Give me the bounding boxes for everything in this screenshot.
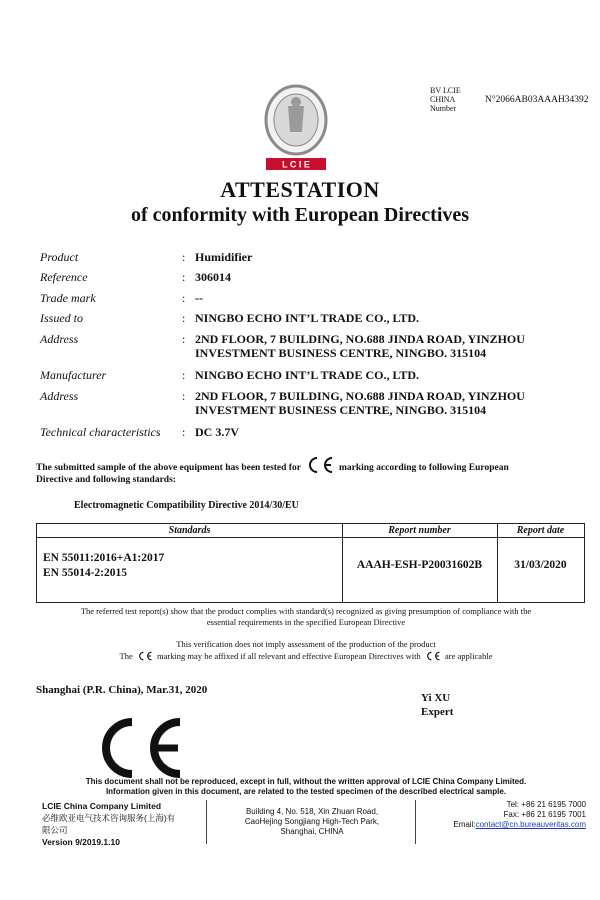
- note-line: The referred test report(s) show that the product complies with standard(s) recognized as giving presumption of compliance with the: [80, 606, 532, 616]
- footer-contact: [420, 800, 586, 830]
- ce-mark-icon: [305, 456, 335, 474]
- directive-name: Electromagnetic Compatibility Directive 2014/30/EU: [74, 500, 299, 511]
- disclaimer-line: Information given in this document, are related to the tested specimen of the described electrical sample.: [105, 787, 507, 796]
- document-title: ATTESTATION: [220, 177, 380, 202]
- phone: Tel: +86 21 6195 7000: [506, 800, 586, 809]
- field-label: Issued to: [40, 311, 83, 325]
- field-value: NINGBO ECHO INT’L TRADE CO., LTD.: [195, 311, 420, 325]
- address-line: Shanghai, CHINA: [280, 827, 344, 836]
- version: Version 9/2019.1.10: [42, 837, 120, 847]
- meta-line: Number: [430, 104, 457, 113]
- disclaimer-line: This document shall not be reproduced, except in full, without the written approval of LCIE China Company Limited.: [85, 777, 527, 786]
- address-line: 2ND FLOOR, 7 BUILDING, NO.688 JINDA ROAD, YINZHOU: [195, 332, 525, 346]
- field-label: Address: [40, 389, 79, 403]
- footer-address: [222, 807, 402, 837]
- meta-line: BV LCIE: [430, 86, 461, 95]
- tested-text: Directive and following standards:: [36, 475, 176, 485]
- standards-table: [36, 523, 585, 603]
- address-line: 2ND FLOOR, 7 BUILDING, NO.688 JINDA ROAD, YINZHOU: [195, 389, 525, 403]
- address-line: INVESTMENT BUSINESS CENTRE, NINGBO. 315104: [195, 403, 487, 417]
- address-line: CaoHejing Songjiang High-Tech Park,: [244, 817, 380, 826]
- field-value: DC 3.7V: [195, 425, 239, 439]
- signatory-name: Yi XU: [421, 692, 451, 704]
- field-value: Humidifier: [195, 250, 253, 264]
- verification-note: [36, 638, 576, 662]
- company-name-cn: 限公司: [42, 825, 68, 835]
- standards-cell: [43, 551, 164, 581]
- standard-item: EN 55011:2016+A1:2017: [43, 552, 165, 564]
- header-report-date: Report date: [497, 524, 584, 538]
- field-value: [195, 332, 595, 360]
- field-value: [195, 389, 595, 417]
- field-value: NINGBO ECHO INT’L TRADE CO., LTD.: [195, 368, 420, 382]
- document-subtitle: of conformity with European Directives: [130, 204, 470, 226]
- field-label: Reference: [40, 270, 88, 284]
- field-label: Technical characteristics: [40, 425, 161, 439]
- note-text: The: [119, 651, 133, 661]
- tested-text: marking according to following European: [338, 463, 509, 473]
- footer-company: [42, 800, 175, 848]
- email-link[interactable]: contact@cn.bureauveritas.com: [475, 820, 586, 829]
- address-line: Building 4, No. 518, Xin Zhuan Road,: [245, 807, 379, 816]
- note-text: are applicable: [445, 651, 493, 661]
- field-value: 306014: [195, 270, 231, 284]
- ce-mark-icon: [137, 651, 153, 661]
- address-line: INVESTMENT BUSINESS CENTRE, NINGBO. 315104: [195, 346, 487, 360]
- signatory: [421, 691, 453, 719]
- field-label: Trade mark: [40, 291, 96, 305]
- footer-disclaimer: [36, 777, 576, 797]
- note-line: [36, 650, 576, 662]
- tested-statement: [36, 456, 576, 486]
- field-label: Manufacturer: [40, 368, 107, 382]
- standard-item: EN 55014-2:2015: [43, 567, 128, 579]
- header-report-number: Report number: [342, 524, 497, 538]
- bureau-veritas-logo: [262, 84, 330, 174]
- certificate-number: N°2066AB03AAAH34392: [485, 95, 589, 105]
- company-name-cn: 必维欧亚电气技术咨询服务(上海)有: [42, 813, 176, 823]
- header-standards: Standards: [37, 524, 342, 538]
- tested-text: The submitted sample of the above equipment has been tested for: [36, 463, 301, 473]
- referred-report-note: [36, 606, 576, 628]
- note-line: essential requirements in the specified European Directive: [206, 617, 406, 627]
- logo-band-text: L C I E: [282, 159, 310, 170]
- note-line: This verification does not imply assessment of the production of the product: [176, 639, 436, 649]
- place-and-date: Shanghai (P.R. China), Mar.31, 2020: [36, 684, 208, 696]
- note-text: marking may be affixed if all relevant and effective European Directives with: [156, 651, 421, 661]
- company-name-en: LCIE China Company Limited: [42, 801, 162, 811]
- signatory-role: Expert: [421, 706, 454, 718]
- ce-mark-icon: [425, 651, 441, 661]
- ce-mark-large-icon: [92, 716, 186, 780]
- report-date-cell: 31/03/2020: [514, 559, 567, 571]
- field-label: Address: [40, 332, 79, 346]
- email-row: [420, 820, 586, 830]
- report-number-cell: AAAH-ESH-P20031602B: [356, 559, 483, 571]
- field-value: --: [195, 291, 203, 305]
- email-label: Email:: [453, 820, 476, 829]
- fax: Fax: +86 21 6195 7001: [503, 810, 586, 819]
- field-label: Product: [40, 250, 79, 264]
- meta-line: CHINA: [430, 95, 456, 104]
- certificate-meta: [430, 86, 461, 113]
